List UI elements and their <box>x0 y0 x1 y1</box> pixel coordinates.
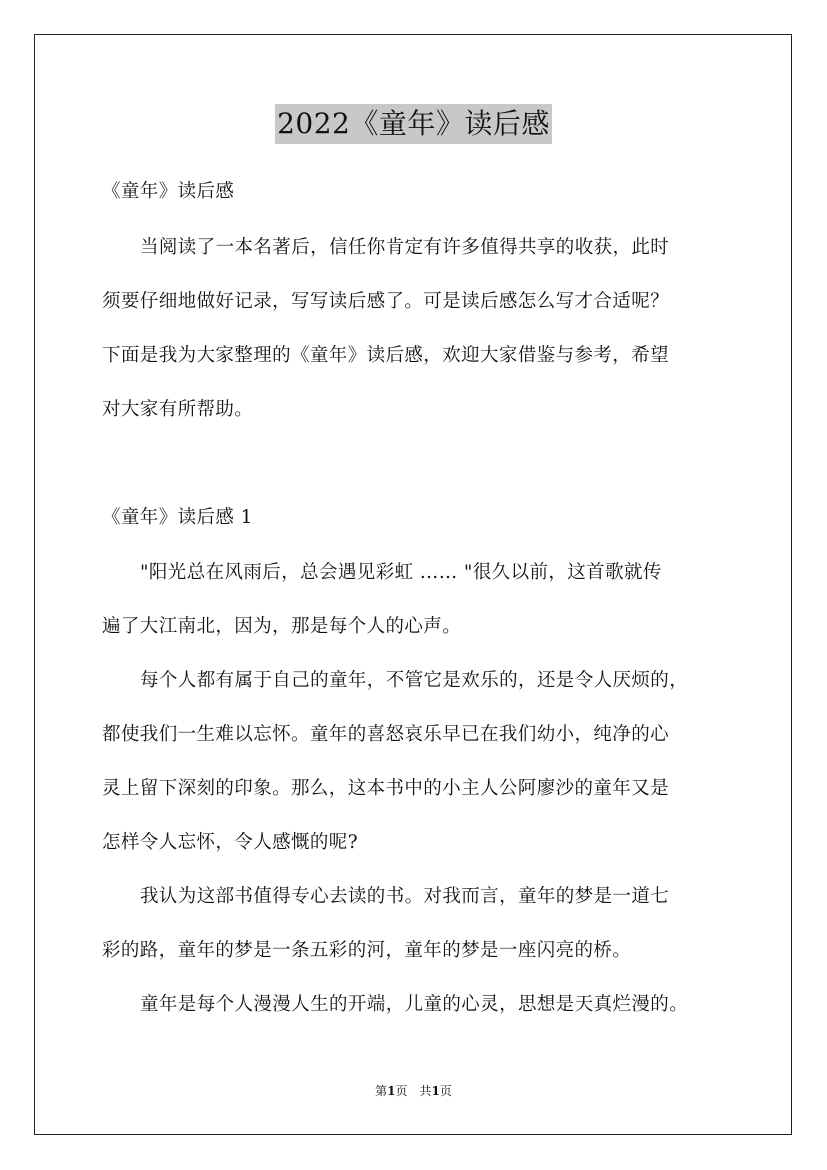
paragraph-line: 彩的路，童年的梦是一条五彩的河，童年的梦是一座闪亮的桥。 <box>102 940 632 961</box>
paragraph-line: 都使我们一生难以忘怀。童年的喜怒哀乐早已在我们幼小，纯净的心 <box>102 724 670 745</box>
section-heading: 《童年》读后感 1 <box>102 507 253 528</box>
paragraph-line: 下面是我为大家整理的《童年》读后感，欢迎大家借鉴与参考，希望 <box>102 345 670 366</box>
paragraph-line: 须要仔细地做好记录，写写读后感了。可是读后感怎么写才合适呢？ <box>102 291 670 312</box>
document-title: 2022《童年》读后感 <box>275 104 552 144</box>
page-footer <box>0 1083 827 1099</box>
paragraph-line: 当阅读了一本名著后，信任你肯定有许多值得共享的收获，此时 <box>140 237 670 258</box>
page-total: 1 <box>431 1084 440 1098</box>
paragraph-line: 每个人都有属于自己的童年，不管它是欢乐的，还是令人厌烦的， <box>140 670 689 691</box>
section-heading: 《童年》读后感 <box>102 181 235 202</box>
document-title-block <box>0 104 827 144</box>
paragraph-line: 怎样令人忘怀，令人感慨的呢? <box>102 832 359 853</box>
paragraph-line: 我认为这部书值得专心去读的书。对我而言，童年的梦是一道七 <box>140 886 670 907</box>
paragraph-line: 遍了大江南北，因为，那是每个人的心声。 <box>102 616 462 637</box>
footer-text: 第 <box>375 1084 388 1098</box>
footer-text: 页 <box>439 1084 452 1098</box>
page-number: 1 <box>387 1084 396 1098</box>
paragraph-line: 对大家有所帮助。 <box>102 399 254 420</box>
footer-text: 页 共 <box>395 1084 432 1098</box>
paragraph-line: "阳光总在风雨后，总会遇见彩虹 …… "很久以前，这首歌就传 <box>140 562 662 583</box>
paragraph-line: 灵上留下深刻的印象。那么，这本书中的小主人公阿廖沙的童年又是 <box>102 778 670 799</box>
paragraph-line: 童年是每个人漫漫人生的开端，儿童的心灵，思想是天真烂漫的。 <box>140 994 689 1015</box>
